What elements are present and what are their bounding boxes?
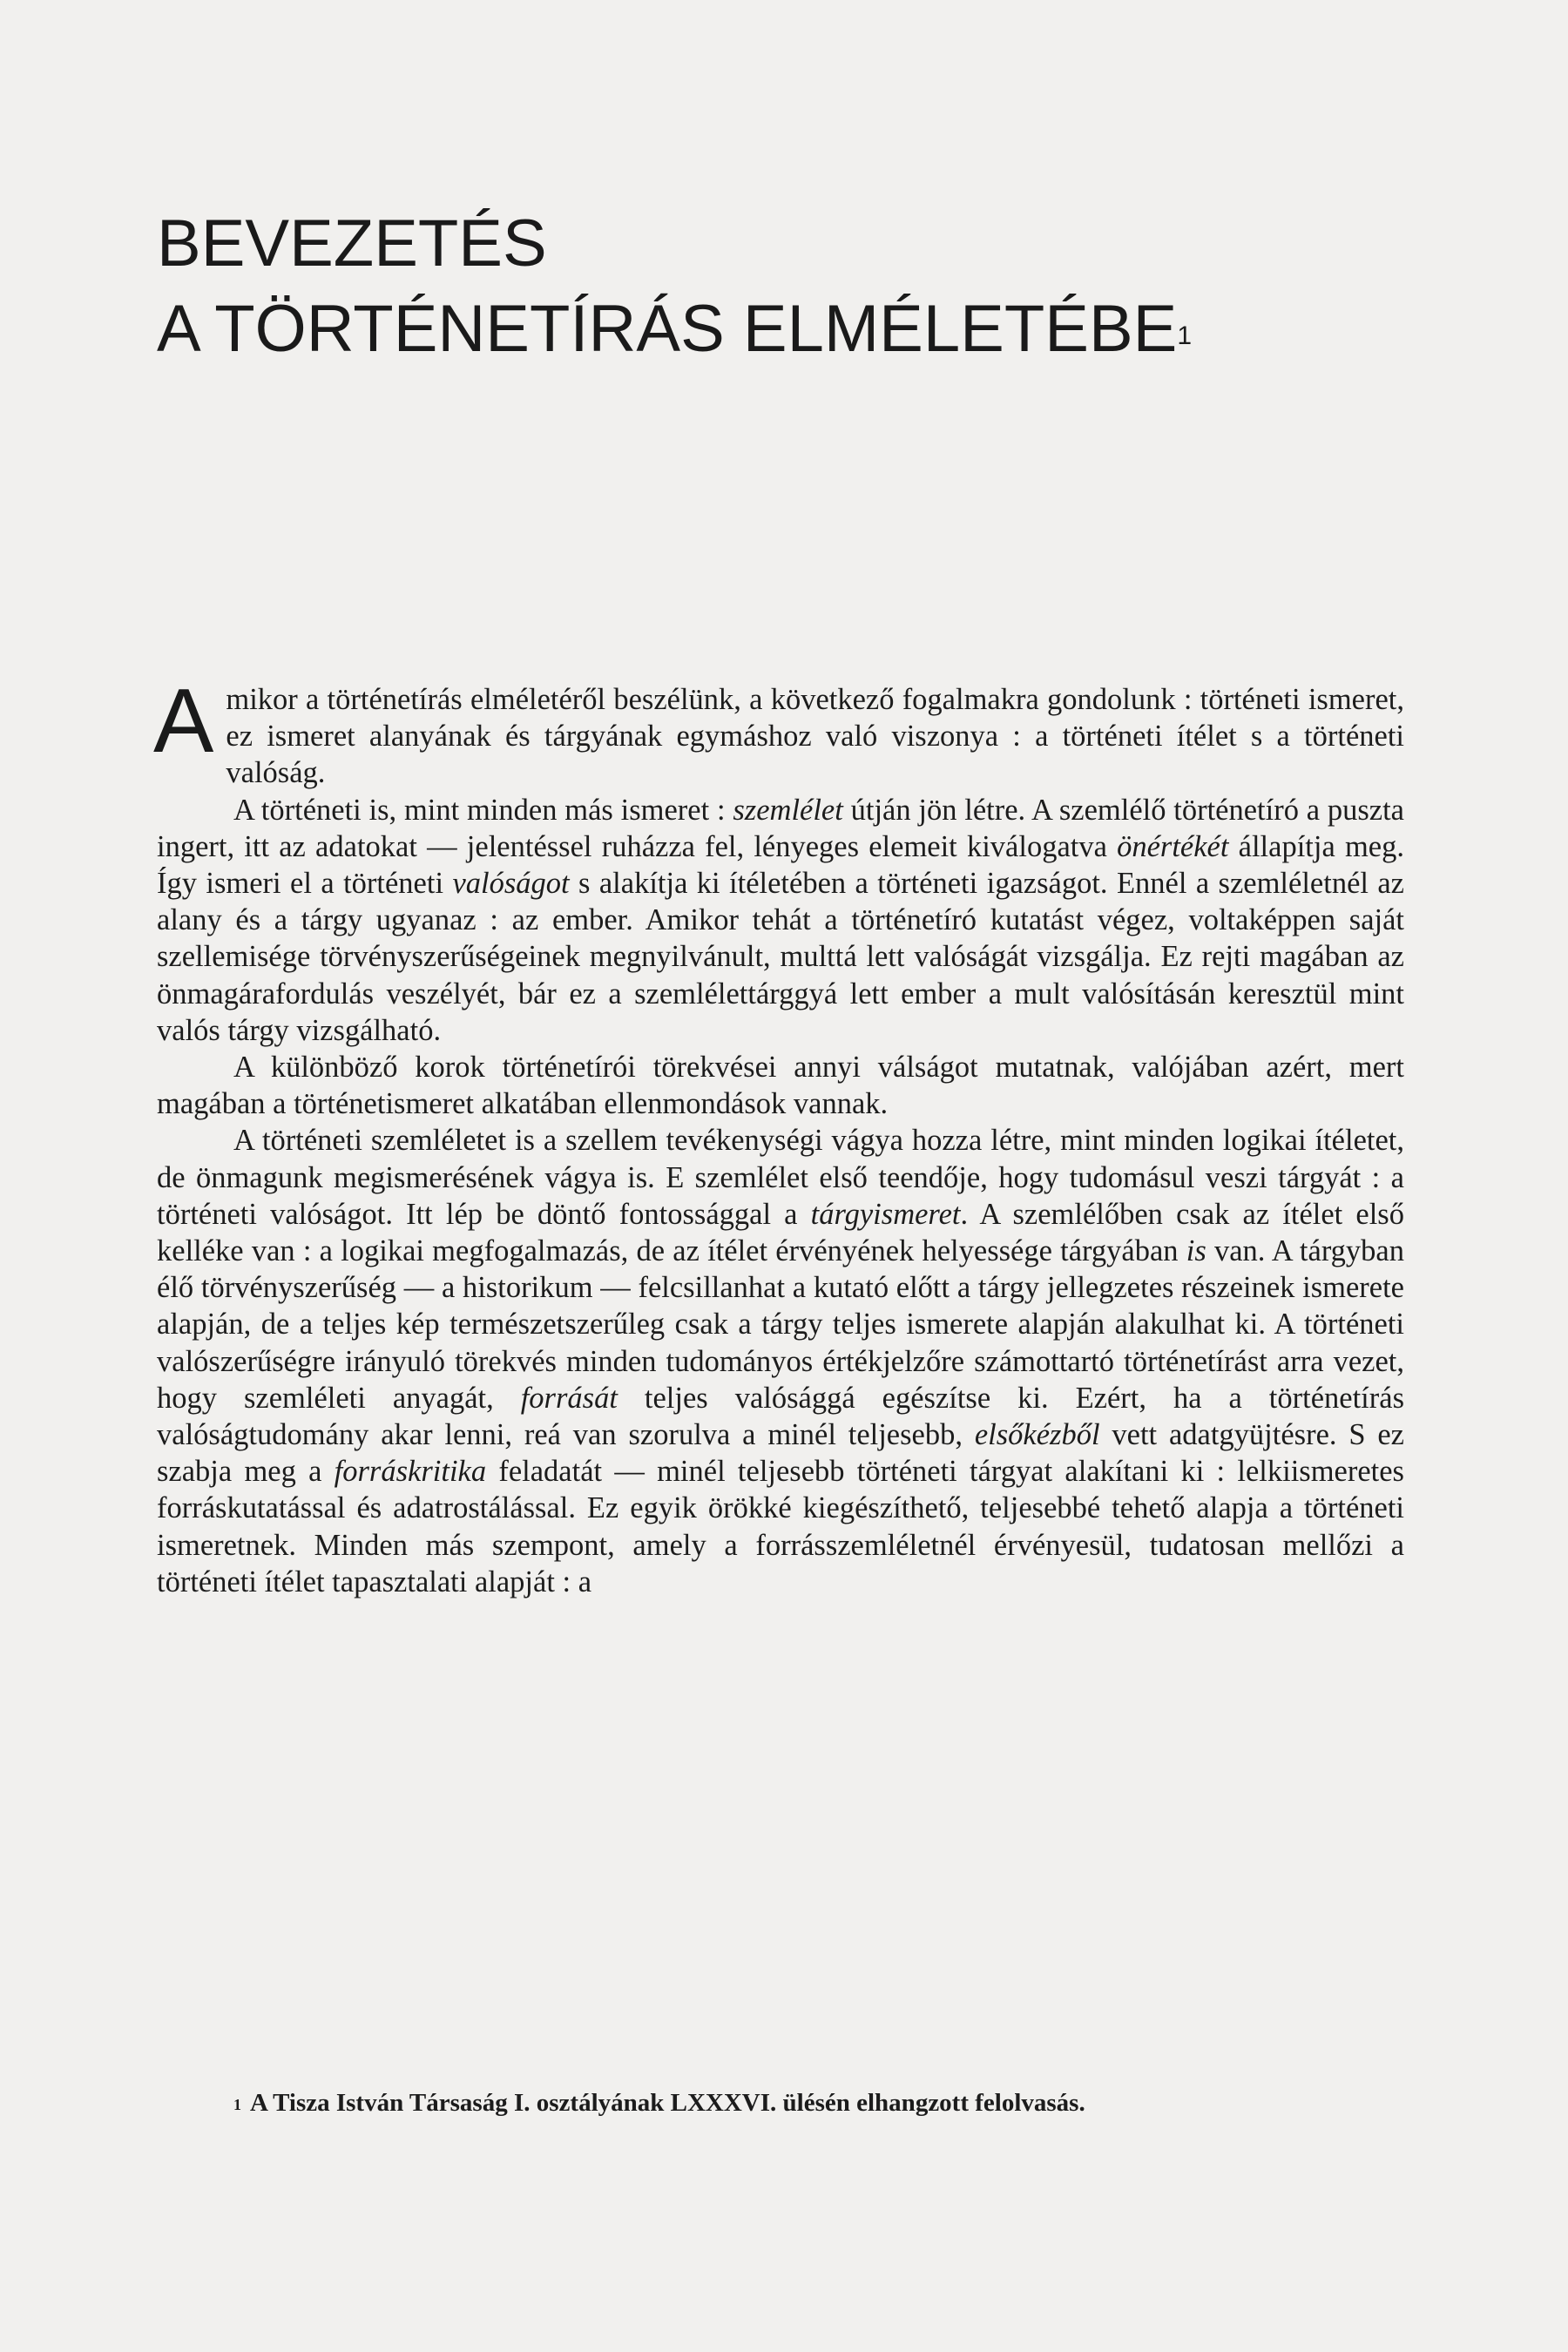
p2-italic-3: valóságot	[452, 867, 570, 901]
p4-text-2: . A szemlélőben csak az ítélet első kelléke van : a logikai megfogalmazás, de az ítélet érvényének helyessége tárgyában	[157, 1197, 1404, 1268]
paragraph-3-text: A különböző korok történetírói törekvései annyi válságot mutatnak, valójában azért, mert magában a történetismeret alkatában ellenmondások vannak.	[157, 1051, 1404, 1121]
p4-italic-3: forrását	[520, 1381, 618, 1415]
p2-text-1: A történeti is, mint minden más ismeret :	[233, 793, 733, 827]
footnote	[157, 2086, 1404, 2119]
p4-italic-5: forráskritika	[334, 1455, 487, 1489]
p4-text-6: feladatát — minél teljesebb történeti tárgyat alakítani ki : lelkiismeretes forráskutatással és adatrostálással. Ez egyik örökké kiegészíthető, teljesebbé tehető alapja a történeti ismeretnek. Minden más szempont, amely a forrásszemléletnél érvényesül, tudatosan mellőzi a történeti ítélet tapasztalati alapját : a	[157, 1455, 1404, 1598]
paragraph-1	[153, 671, 1404, 792]
p2-italic-2: önértékét	[1117, 829, 1229, 863]
p4-text-5: vett adatgyüjtésre. S ez szabja meg a	[157, 1418, 1404, 1489]
p2-text-3: állapítja meg. Így ismeri el a történeti	[157, 829, 1404, 901]
title-footnote-ref: 1	[1177, 321, 1193, 350]
paragraph-4	[157, 1122, 1404, 1600]
paragraph-1-text: mikor a történetírás elméletéről beszélünk, a következő fogalmakra gondolunk : történeti ismeret, ez ismeret alanyának és tárgyának egymáshoz való viszonya : a történeti ítélet s a történeti valóság.	[226, 683, 1404, 790]
chapter-title-line-2	[157, 287, 1192, 372]
p2-text-2: útján jön létre. A szemlélő történetíró a puszta ingert, itt az adatokat — jelentéssel ruházza fel, lényeges elemeit kiválogatva	[157, 793, 1404, 863]
chapter-title	[157, 201, 1192, 372]
p2-italic-1: szemlélet	[733, 793, 843, 827]
chapter-title-line-2-text: A TÖRTÉNETÍRÁS ELMÉLETÉBE	[157, 291, 1178, 366]
p2-text-4: s alakítja ki ítéletében a történeti igazságot. Ennél a szemléletnél az alany és a tárgy ugyanaz : az ember. Amikor tehát a történetíró kutatást végez, voltaképpen saját szellemisége törvényszerűségeinek megnyilvánult, multtá lett valóságát vizsgálja. Ez rejti magában az önmagárafordulás veszélyét, bár ez a szemlélettárggyá lett ember a mult valósításán keresztül mint valós tárgy vizsgálható.	[157, 867, 1404, 1047]
p4-text-3: van. A tárgyban élő törvényszerűség — a historikum — felcsillanhat a kutató előtt a tárgy jellegzetes részeinek ismerete alapján, de a teljes kép természetszerűleg csak a tárgy teljes ismerete alapján alakulhat ki. A történeti valószerűségre irányuló törekvés minden tudományos értékjelzőre számottartó történetírást arra vezet, hogy szemléleti anyagát,	[157, 1234, 1404, 1415]
paragraph-2	[157, 792, 1404, 1049]
p4-italic-2: is	[1186, 1234, 1206, 1268]
footnote-text: A Tisza István Társaság I. osztályának LXXXVI. ülésén elhangzott felolvasás.	[250, 2089, 1085, 2117]
paragraph-3	[157, 1049, 1404, 1122]
p4-text-1: A történeti szemléletet is a szellem tevékenységi vágya hozza létre, mint minden logikai ítéletet, de önmagunk megismerésének vágya is. E szemlélet első teendője, hogy tudomásul veszi tárgyát : a történeti valóságot. Itt lép be döntő fontossággal a	[157, 1124, 1404, 1231]
p4-italic-1: tárgyismeret	[810, 1197, 961, 1231]
footnote-marker: 1	[233, 2096, 241, 2113]
body-text	[153, 671, 1404, 1600]
p4-italic-4: elsőkézből	[974, 1418, 1100, 1452]
p4-text-4: teljes valósággá egészítse ki. Ezért, ha a történetírás valóságtudomány akar lenni, reá van szorulva a minél teljesebb,	[157, 1381, 1404, 1452]
drop-cap: A	[153, 671, 214, 772]
chapter-title-line-1: BEVEZETÉS	[157, 206, 547, 280]
